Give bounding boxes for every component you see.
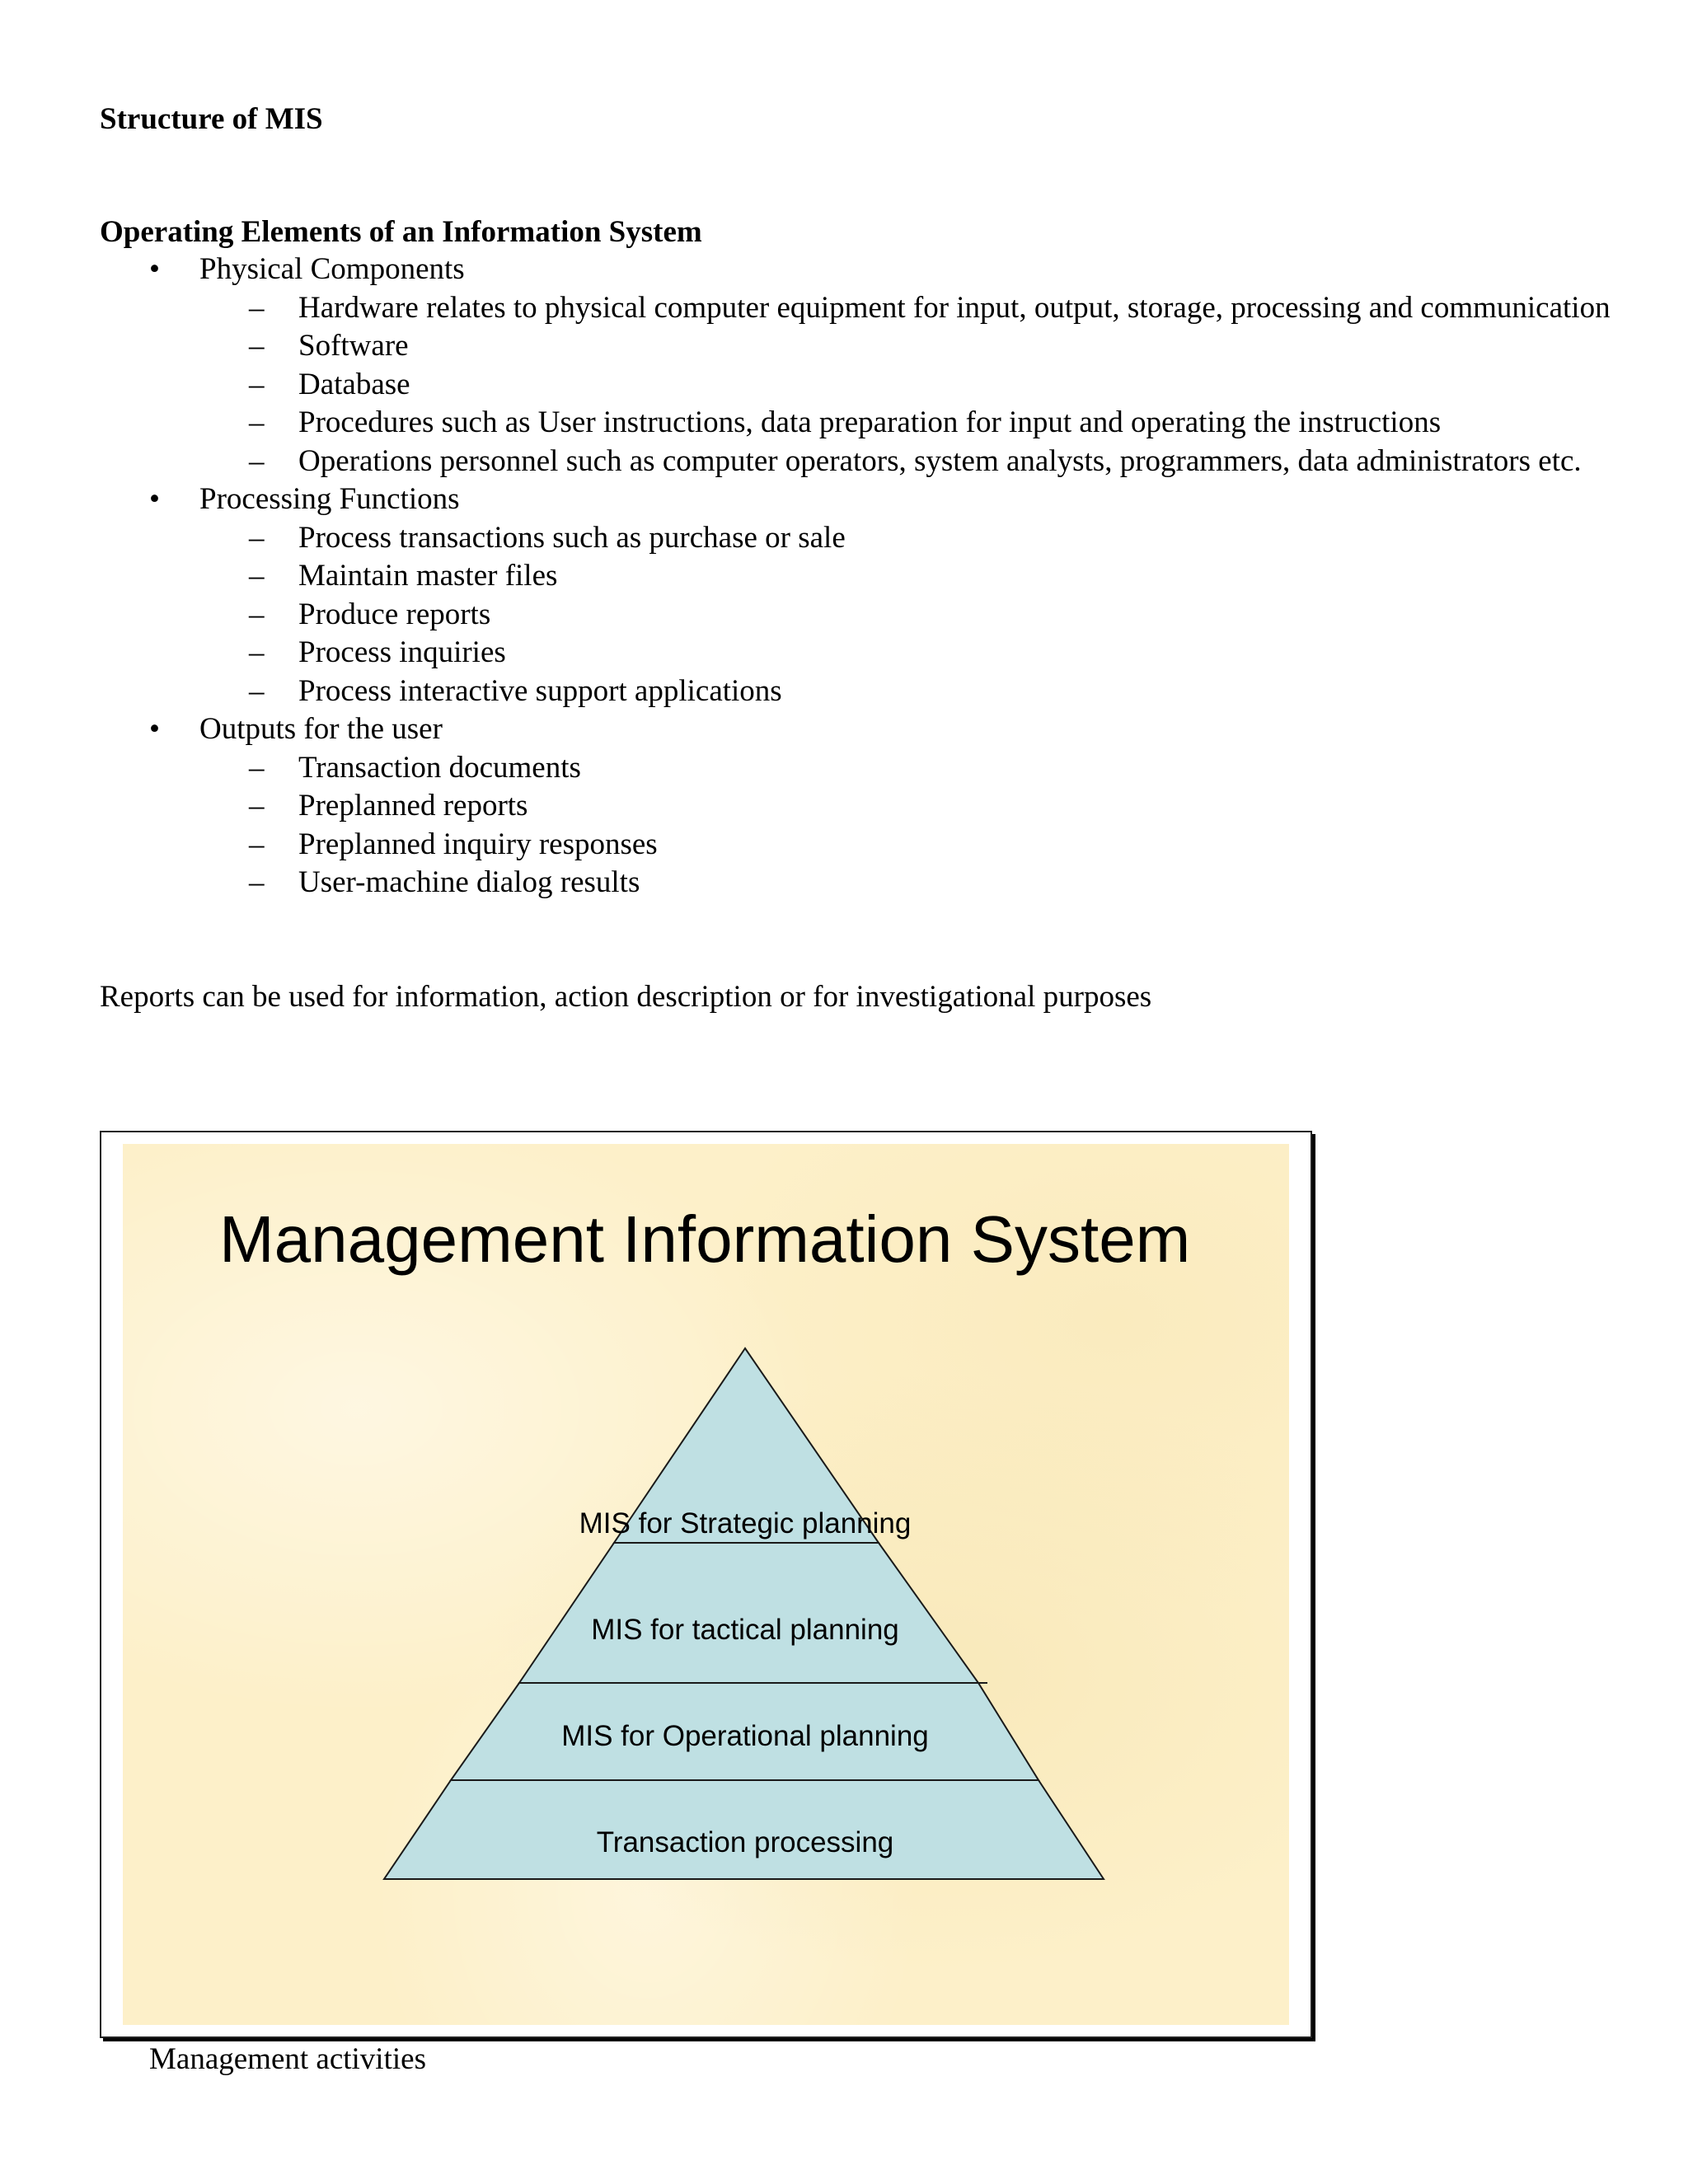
pyramid-level-tactical [519,1543,978,1683]
dash-icon: – [249,789,265,823]
sub-item-text: Transaction documents [298,750,581,785]
mis-pyramid [384,1348,1104,1879]
sub-item [100,634,1666,673]
sub-item-text: Software [298,329,409,363]
sub-item-text: Preplanned inquiry responses [298,827,658,861]
dash-icon: – [249,443,265,478]
pyramid-label-transaction: Transaction processing [596,1826,894,1858]
sub-item [100,443,1666,481]
sub-item-text: Operations personnel such as computer operators, system analysts, programmers, data administrators etc. [298,443,1582,478]
bullet-icon: • [149,252,160,286]
sub-item [100,327,1666,366]
outline-item-label: Physical Components [199,252,465,286]
dash-icon: – [249,597,265,631]
reports-note: Reports can be used for information, action description or for investigational purposes [100,980,1152,1014]
dash-icon: – [249,329,265,363]
sub-item [100,596,1666,635]
outline-item-processing-functions [100,480,1666,519]
sub-item [100,519,1666,558]
dash-icon: – [249,635,265,669]
dash-icon: – [249,290,265,325]
sub-item [100,366,1666,405]
sub-item-text: Process inquiries [298,635,506,669]
dash-icon: – [249,673,265,708]
sub-item-text: Procedures such as User instructions, data preparation for input and operating the instructions [298,405,1442,439]
sub-item [100,404,1666,443]
outline-item-outputs-for-user [100,710,1666,749]
sub-item [100,826,1666,865]
sub-item-text: Produce reports [298,597,491,631]
sub-item-text: Preplanned reports [298,789,528,823]
sub-item [100,673,1666,711]
sub-item [100,557,1666,596]
section-heading: Operating Elements of an Information System [100,215,702,249]
sub-item [100,289,1666,328]
pyramid-label-strategic: MIS for Strategic planning [579,1507,912,1540]
outline-item-physical-components [100,251,1666,289]
sub-item-text: Database [298,367,410,401]
dash-icon: – [249,559,265,593]
sub-item [100,787,1666,826]
outline-item-label: Processing Functions [199,482,460,516]
slide-caption: Management activities [149,2042,426,2076]
dash-icon: – [249,520,265,555]
sub-item-text: Hardware relates to physical computer equipment for input, output, storage, processing and communication [298,290,1611,325]
document-title: Structure of MIS [100,102,323,136]
sub-item-text: Process transactions such as purchase or sale [298,520,846,555]
dash-icon: – [249,750,265,785]
sub-item-text: Process interactive support applications [298,673,782,708]
bullet-icon: • [149,712,160,746]
dash-icon: – [249,367,265,401]
slide-canvas [101,1132,1311,2036]
pyramid-label-operational: MIS for Operational planning [561,1720,929,1752]
dash-icon: – [249,865,265,899]
sub-item-text: Maintain master files [298,559,558,593]
outline-item-label: Outputs for the user [199,712,443,746]
sub-item [100,749,1666,788]
slide-title: Management Information System [219,1202,1191,1276]
dash-icon: – [249,827,265,861]
sub-item-text: User-machine dialog results [298,865,640,899]
pyramid-label-tactical: MIS for tactical planning [591,1614,899,1646]
embedded-slide [100,1131,1312,2038]
dash-icon: – [249,405,265,439]
sub-item [100,864,1666,902]
bullet-icon: • [149,482,160,516]
operating-elements-outline [100,251,1666,902]
